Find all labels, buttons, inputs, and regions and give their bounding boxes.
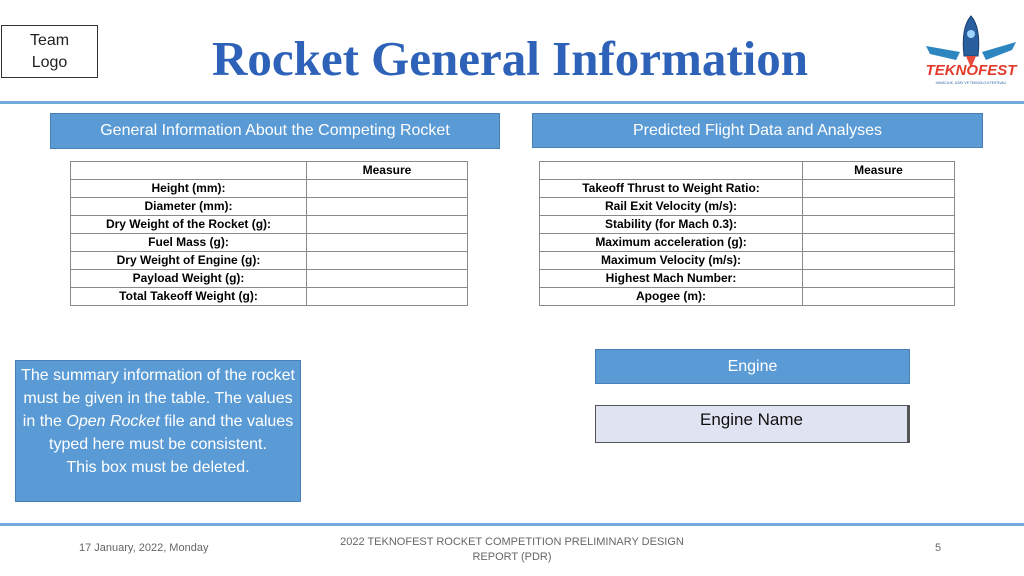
- team-logo-placeholder: Team Logo: [1, 25, 98, 78]
- table-header-row: [71, 162, 468, 180]
- general-info-table: [70, 161, 468, 306]
- table-row: [71, 288, 468, 306]
- table-row: [71, 198, 468, 216]
- table-row: [71, 252, 468, 270]
- table-header-empty: [540, 162, 803, 180]
- engine-name-field[interactable]: Engine Name: [595, 405, 910, 443]
- note-text-delete: This box must be deleted.: [66, 459, 250, 476]
- table-row: [71, 216, 468, 234]
- note-text-end: file and the values typed here must be consistent.: [49, 413, 294, 453]
- svg-text:TEKNOFEST: TEKNOFEST: [925, 62, 1017, 79]
- table-row: [71, 234, 468, 252]
- table-row: [540, 288, 955, 306]
- table-header-empty: [71, 162, 307, 180]
- measure-cell[interactable]: [307, 270, 468, 288]
- table-row: [540, 252, 955, 270]
- row-label: Maximum Velocity (m/s):: [540, 252, 803, 270]
- note-text-italic: Open Rocket: [66, 413, 160, 430]
- page-title: Rocket General Information: [211, 31, 809, 86]
- measure-cell[interactable]: [803, 198, 955, 216]
- row-label: Total Takeoff Weight (g):: [71, 288, 307, 306]
- row-label: Diameter (mm):: [71, 198, 307, 216]
- row-label: Payload Weight (g):: [71, 270, 307, 288]
- measure-cell[interactable]: [803, 288, 955, 306]
- measure-cell[interactable]: [307, 180, 468, 198]
- measure-cell[interactable]: [803, 216, 955, 234]
- measure-cell[interactable]: [307, 288, 468, 306]
- row-label: Stability (for Mach 0.3):: [540, 216, 803, 234]
- general-info-header: General Information About the Competing Rocket: [50, 113, 500, 149]
- table-row: [540, 234, 955, 252]
- svg-text:HAVACILIK, UZAY VE TEKNOLOJİ F: HAVACILIK, UZAY VE TEKNOLOJİ FESTİVALİ: [935, 81, 1007, 85]
- flight-data-table: [539, 161, 955, 306]
- measure-cell[interactable]: [803, 252, 955, 270]
- table-row: [540, 216, 955, 234]
- header-divider: [0, 101, 1024, 104]
- row-label: Apogee (m):: [540, 288, 803, 306]
- row-label: Rail Exit Velocity (m/s):: [540, 198, 803, 216]
- footer-divider: [0, 523, 1024, 526]
- footer-report-title: 2022 TEKNOFEST ROCKET COMPETITION PRELIMINARY DESIGN REPORT (PDR): [340, 536, 684, 563]
- table-row: [540, 198, 955, 216]
- table-row: [71, 270, 468, 288]
- measure-cell[interactable]: [803, 270, 955, 288]
- flight-data-header: Predicted Flight Data and Analyses: [532, 113, 983, 148]
- teknofest-logo: [920, 12, 1022, 90]
- table-row: [71, 180, 468, 198]
- measure-cell[interactable]: [803, 234, 955, 252]
- table-header-measure: Measure: [307, 162, 468, 180]
- measure-cell[interactable]: [307, 198, 468, 216]
- instruction-note-box: [15, 360, 301, 502]
- measure-cell[interactable]: [307, 252, 468, 270]
- page-number: 5: [935, 542, 942, 554]
- row-label: Highest Mach Number:: [540, 270, 803, 288]
- row-label: Dry Weight of Engine (g):: [71, 252, 307, 270]
- row-label: Fuel Mass (g):: [71, 234, 307, 252]
- table-row: [540, 180, 955, 198]
- note-text-start: The summary information of the rocket must be given in the table. The values in the: [21, 367, 295, 430]
- row-label: Dry Weight of the Rocket (g):: [71, 216, 307, 234]
- table-header-measure: Measure: [803, 162, 955, 180]
- row-label: Height (mm):: [71, 180, 307, 198]
- table-row: [540, 270, 955, 288]
- table-header-row: [540, 162, 955, 180]
- measure-cell[interactable]: [803, 180, 955, 198]
- row-label: Takeoff Thrust to Weight Ratio:: [540, 180, 803, 198]
- measure-cell[interactable]: [307, 234, 468, 252]
- footer-date: 17 January, 2022, Monday: [79, 542, 209, 554]
- measure-cell[interactable]: [307, 216, 468, 234]
- engine-header: Engine: [595, 349, 910, 384]
- row-label: Maximum acceleration (g):: [540, 234, 803, 252]
